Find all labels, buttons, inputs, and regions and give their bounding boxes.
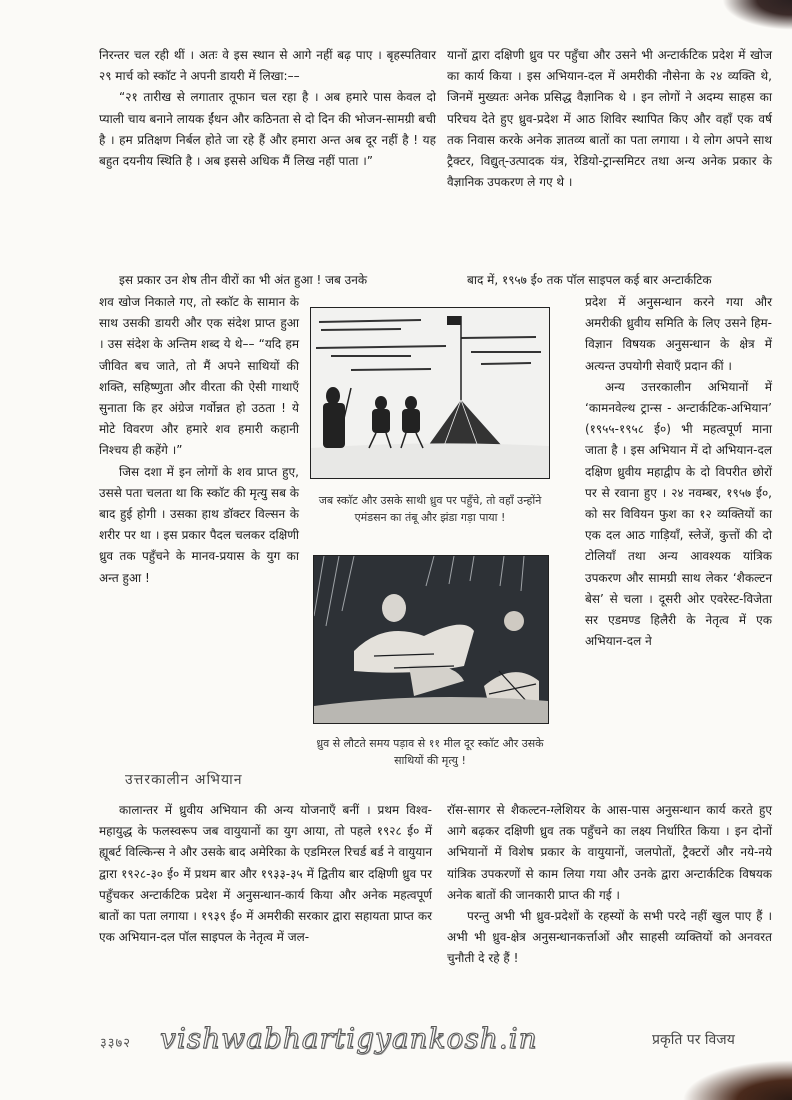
figure-caption: जब स्काॅट और उसके साथी ध्रुव पर पहुँचे, तो वहाँ उन्होंने एमंडसन का तंबू और झंडा गड़ा पाया ! [318,494,542,524]
text-column-middle-right [585,292,772,652]
paragraph: यानों द्वारा दक्षिणी ध्रुव पर पहुँचा और उसने भी अन्टार्कटिक प्रदेश में खोज का कार्य किया । इस अभियान-दल में अमरीकी नौसेना के २४ व्यक्ति थे, जिनमें मुख्यतः अनेक प्रसिद्ध वैज्ञानिक थे । इन लोगों ने अदम्य साहस का परिचय देते हुए ध्रुव-प्रदेश में आठ शिविर स्थापित किए और वहाँ एक वर्ष तक निवास करके अनेक ज्ञातव्य बातों का पता लगाया । ये लोग अपने साथ ट्रैक्टर, विद्युत्-उत्पादक यंत्र, रेडियो-ट्रान्समिटर तथा अन्य अनेक प्रकार के वैज्ञानिक उपकरण ले गए थे । [447,48,772,190]
paragraph-lead-line: इस प्रकार उन शेष तीन वीरों का भी अंत हुआ ! जब उनके [119,273,368,287]
text-column-bottom-right [447,800,772,970]
page-number: ३३७२ [100,1036,132,1051]
scan-edge-shadow [722,0,792,30]
paragraph: कालान्तर में ध्रुवीय अभियान की अन्य योजनाएँ बनीं । प्रथम विश्व-महायुद्ध के फलस्वरूप जब वायुयानों का युग आया, तो पहले १९२८ ई० में ह्यूबर्ट विल्किन्स ने और उसके बाद अमेरिका के एडमिरल रिचर्ड बर्ड ने वायुयान द्वारा १९२८-३० ई० में प्रथम बार और १९३३-३५ में द्वितीय बार दक्षिणी ध्रुव पर पहुँचकर अन्टार्कटिक प्रदेश में अनुसन्धान-कार्य किया और अनेक महत्वपूर्ण बातों का पता लगाया । १९३९ ई० में अमरीकी सरकार द्वारा सहायता प्राप्त कर एक अभियान-दल पॉल साइपल के नेतृत्व में जल- [99,803,432,945]
tent-interior-illustration [314,556,548,723]
text-column-middle-right-lead [447,270,772,291]
scan-edge-shadow [682,1060,792,1100]
text-column-middle-left [99,292,299,589]
diary-quote: “२१ तारीख से लगातार तूफान चल रहा है । अब हमारे पास केवल दो प्याली चाय बनाने लायक ईंधन और कठिनता से दो दिन की भोजन-सामग्री बची है । हम प्रतिक्षण निर्बल होते जा रहे हैं और हमारा अन्त अब दूर नहीं है ! यह बहुत दयनीय स्थिति है । अब इससे अधिक मैं लिख नहीं पाता ।” [99,90,436,169]
running-title: प्रकृति पर विजय [652,1032,735,1048]
text-column-top-left [99,45,436,172]
text-column-middle-left-lead [99,270,439,291]
illustration-amundsen-tent [310,307,550,479]
text-column-top-right [447,45,772,193]
paragraph: प्रदेश में अनुसन्धान करने गया और अमरीकी ध्रुवीय समिति के लिए उसने हिम-विज्ञान विषयक अनुसन्धान के क्षेत्र में अत्यन्त उपयोगी सेवाएँ प्रदान कीं । [585,295,772,373]
tent-flag-illustration [311,308,549,478]
paragraph: शव खोज निकाले गए, तो स्काॅट के सामान के साथ उसकी डायरी और एक संदेश प्राप्त हुआ । उस संदेश के अन्तिम शब्द ये थे–– “यदि हम जीवित बच जाते, तो मैं अपने साथियों की शक्ति, सहिष्णुता और वीरता की ऐसी गाथाएँ सुनाता कि हर अंग्रेज गर्वोन्नत हो उठता ! ये मोटे विवरण और हमारे शव हमारी कहानी निश्चय ही कहेंगे ।” [99,295,299,458]
text-column-bottom-left [99,800,432,948]
paragraph: बाद में, १९५७ ई० तक पॉल साइपल कई बार अन्टार्कटिक [467,273,712,287]
watermark: vishwabhartigyankosh.in [160,1022,538,1055]
paragraph: अन्य उत्तरकालीन अभियानों में ‘कामनवेल्थ ट्रान्स - अन्टार्कटिक-अभियान’ (१९५५-१९५८ ई०) भी महत्वपूर्ण माना जाता है । इस अभियान में दो अभियान-दल दक्षिण ध्रुवीय महाद्वीप के दो विपरीत छोरों पर से रवाना हुए । २४ नवम्बर, १९५७ ई०, को सर विवियन फुश का १२ व्यक्तियों का एक दल आठ गाड़ियाँ, स्लेजें, कुत्तों की दो टोलियाँ तथा अन्य आवश्यक यांत्रिक उपकरण और सामग्री साथ लेकर ‘शैकल्टन बेस’ से चला । दूसरी ओर एवरेस्ट-विजेता सर एडमण्ड हिलैरी के नेतृत्व में एक अभियान-दल ने [585,379,772,649]
section-heading: उत्तरकालीन अभियान [125,772,243,788]
paragraph: जिस दशा में इन लोगों के शव प्राप्त हुए, उससे पता चलता था कि स्काॅट की मृत्यु सब के बाद हुई होगी । उसका हाथ डॉक्टर विल्सन के शरीर पर था । इस प्रकार पैदल चलकर दक्षिणी ध्रुव तक पहुँचने के मानव-प्रयास के युग का अन्त हुआ ! [99,464,299,585]
paragraph: निरन्तर चल रही थीं । अतः वे इस स्थान से आगे नहीं बढ़ पाए । बृहस्पतिवार २९ मार्च को स्काॅट ने अपनी डायरी में लिखा:–– [99,48,436,84]
figure-caption: ध्रुव से लौटते समय पड़ाव से ११ मील दूर स्काॅट और उसके साथियों की मृत्यु ! [316,737,544,767]
paragraph: राॅस-सागर से शैकल्टन-ग्लेशियर के आस-पास अनुसन्धान कार्य करते हुए आगे बढ़कर दक्षिणी ध्रुव तक पहुँचने का लक्ष्य निर्धारित किया । इन दोनों अभियानों में विशेष प्रकार के वायुयानों, जलपोतों, ट्रैक्टरों और नये-नये यांत्रिक उपकरणों से काम लिया गया और उनके द्वारा अन्टार्कटिक विषयक अनेक बातों की जानकारी प्राप्त की गई । [447,803,772,902]
illustration-scott-party-death [313,555,549,724]
paragraph: परन्तु अभी भी ध्रुव-प्रदेशों के रहस्यों के सभी परदे नहीं खुल पाए हैं । अभी भी ध्रुव-क्षेत्र अनुसन्धानकर्त्ताओं और साहसी व्यक्तियों को अनवरत चुनौती दे रहे हैं ! [447,909,772,966]
